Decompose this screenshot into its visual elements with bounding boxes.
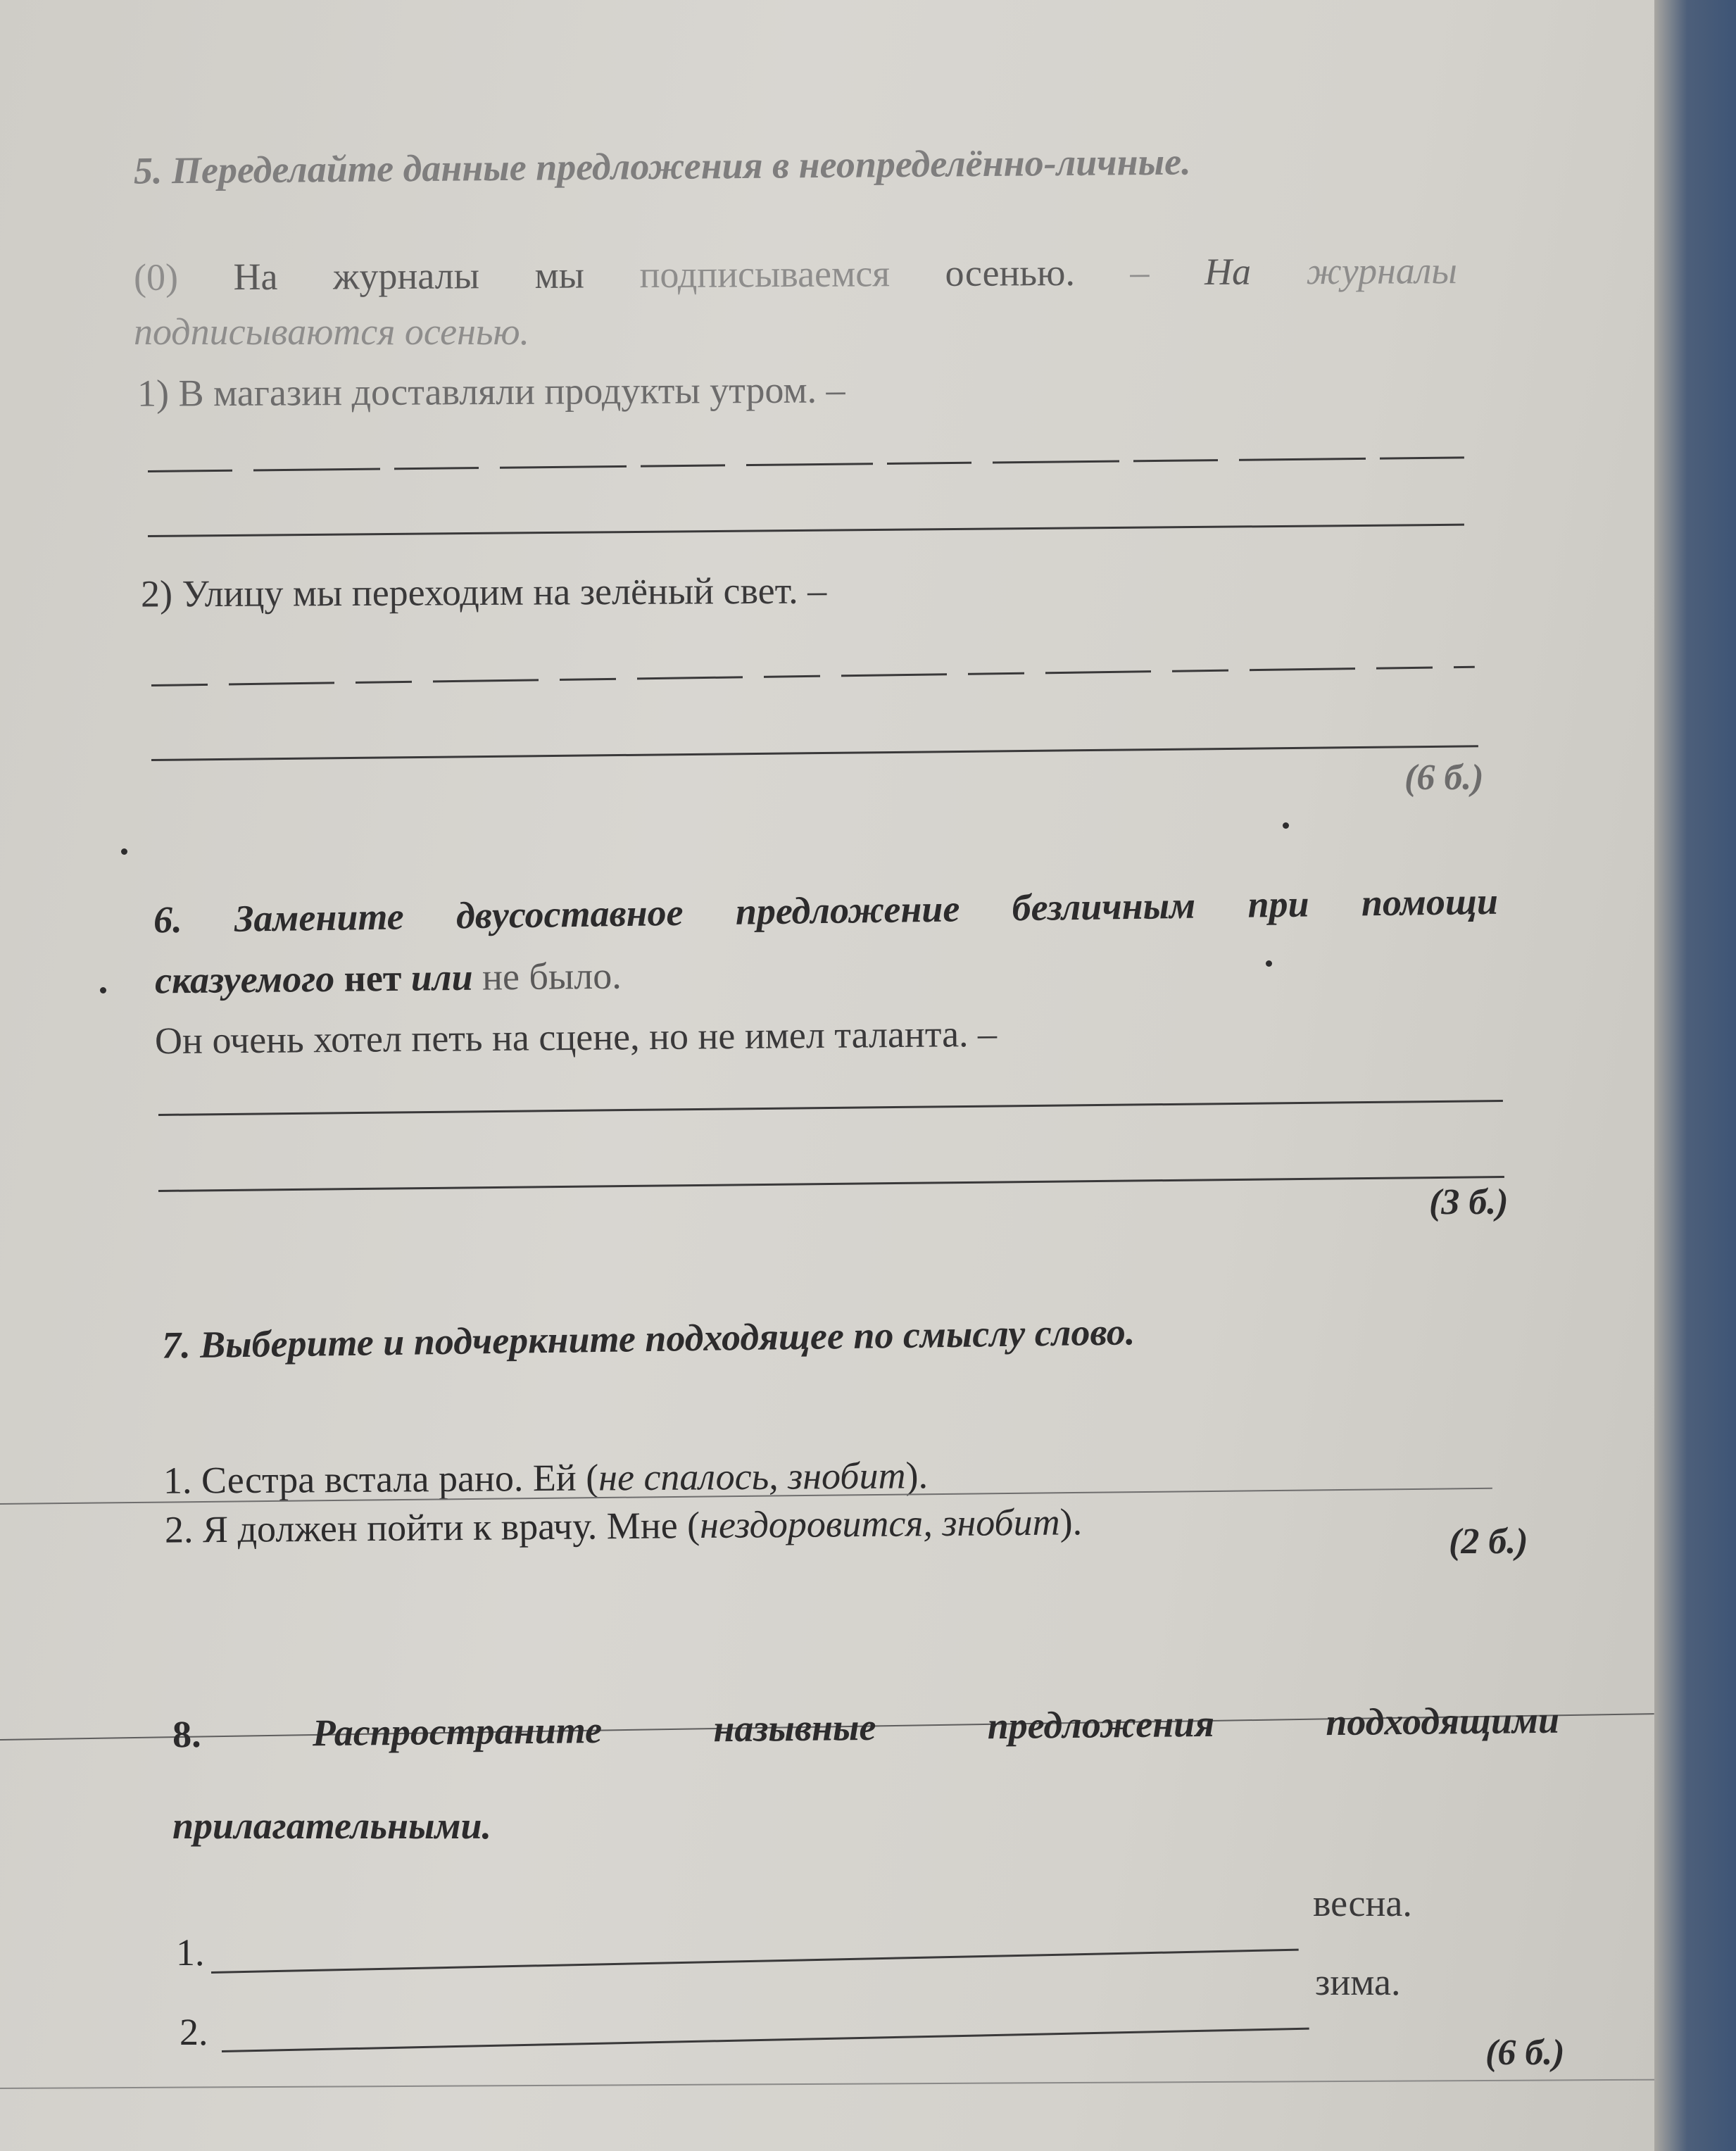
desk-background (1654, 0, 1736, 2151)
item-text: ). (1059, 1500, 1083, 1543)
title-word: 8. (172, 1712, 201, 1756)
task8-item-1-number: 1. (176, 1931, 205, 1974)
task8-title-line2: прилагательными. (172, 1805, 491, 1847)
task8-item-2-word: зима. (1315, 1961, 1401, 2003)
task7-title: 7. Выберите и подчеркните подходящее по смыслу слово. (161, 1310, 1136, 1367)
item-text: ). (905, 1454, 929, 1497)
title-word: не было. (472, 954, 622, 998)
task8-item-1-word: весна. (1313, 1882, 1412, 1924)
title-word: помощи (1361, 879, 1499, 924)
example-word: подписываемся (639, 252, 891, 296)
title-word: подходящими (1325, 1698, 1560, 1744)
answer-line[interactable] (158, 1176, 1504, 1192)
speck (100, 987, 106, 993)
answer-line[interactable] (222, 2028, 1309, 2052)
task7-points: (2 б.) (1449, 1522, 1528, 1562)
answer-line[interactable] (211, 1949, 1299, 1974)
item-text: 1. Сестра встала рано. Ей ( (163, 1456, 599, 1502)
task8-points: (6 б.) (1485, 2033, 1565, 2073)
task6-title-line2 (155, 954, 622, 1003)
task6-title-line1 (153, 879, 1499, 942)
example-word: мы (534, 253, 585, 296)
title-word: безличным (1012, 884, 1196, 929)
task5-points: (6 б.) (1404, 758, 1484, 798)
speck (1283, 822, 1289, 829)
task5-item-2: 2) Улицу мы переходим на зелёный свет. – (140, 569, 827, 615)
fold-line (0, 2079, 1654, 2089)
title-word: нет (334, 956, 412, 1000)
example-word: журналы (1306, 249, 1458, 293)
example-word: осенью. (945, 251, 1076, 294)
title-word: назывные (712, 1705, 876, 1750)
task5-item-1: 1) В магазин доставляли продукты утром. – (137, 368, 845, 415)
example-word: – (1130, 251, 1150, 294)
task8-item-2-number: 2. (180, 2011, 208, 2053)
title-word: Замените (234, 895, 405, 940)
speck (121, 848, 127, 855)
task5-example-answer: подписываются осенью. (134, 311, 530, 353)
option-words[interactable]: нездоровится, знобит (699, 1500, 1060, 1547)
task5-title: 5. Переделайте данные предложения в неопределённо-личные. (133, 140, 1191, 192)
answer-line[interactable] (158, 1100, 1503, 1116)
task6-points: (3 б.) (1429, 1182, 1509, 1222)
title-word: 6. (153, 898, 183, 941)
task7-item-2 (165, 1500, 1083, 1551)
title-word: двусоставное (455, 891, 684, 937)
title-word: предложение (735, 887, 960, 933)
title-word: или (410, 955, 473, 999)
title-word: при (1247, 882, 1309, 926)
answer-line[interactable] (151, 745, 1478, 761)
task8-title-line1 (172, 1698, 1560, 1757)
answer-line[interactable] (148, 456, 1464, 472)
example-word: На (233, 255, 278, 299)
answer-line[interactable] (148, 524, 1464, 537)
example-number: (0) (133, 256, 179, 299)
title-word: предложения (987, 1702, 1215, 1748)
speck (1266, 960, 1272, 967)
example-word: журналы (332, 254, 480, 298)
example-word: На (1204, 250, 1252, 293)
task6-sentence: Он очень хотел петь на сцене, но не имел таланта. – (154, 1012, 998, 1062)
item-text: 2. Я должен пойти к врачу. Мне ( (164, 1504, 700, 1551)
answer-line[interactable] (151, 666, 1475, 686)
option-words[interactable]: не спалось, знобит (598, 1454, 906, 1499)
title-word: сказуемого (154, 957, 335, 1002)
task5-example-line (134, 249, 1457, 299)
title-word: Распространите (312, 1708, 603, 1755)
